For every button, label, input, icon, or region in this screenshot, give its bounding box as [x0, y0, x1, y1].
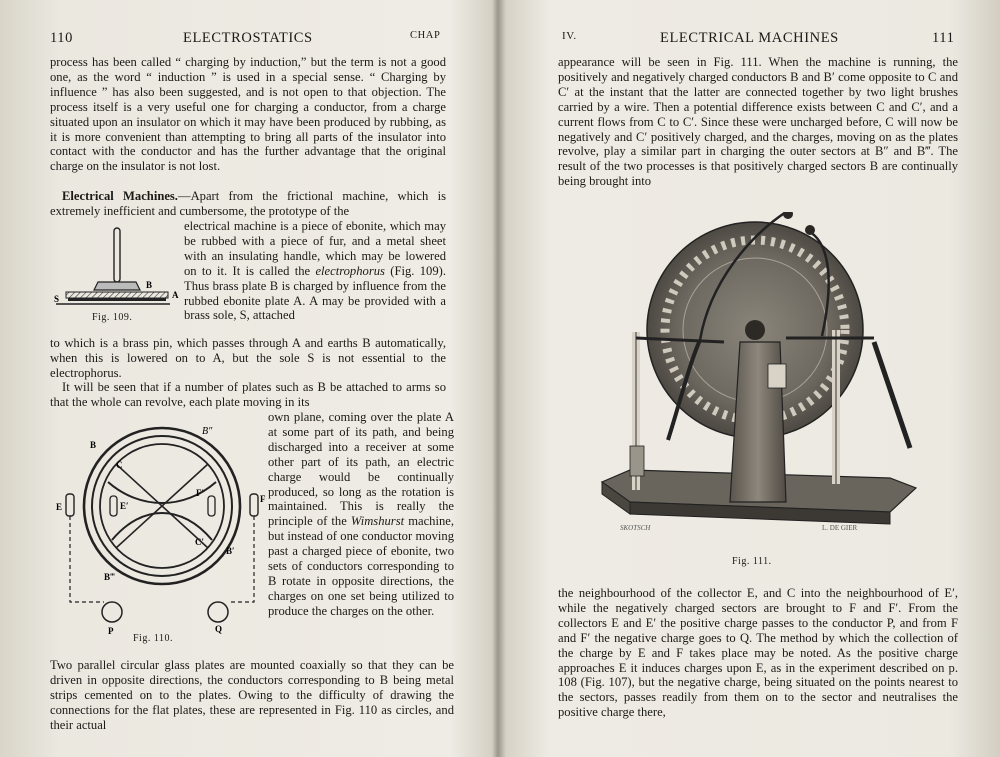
- paragraph-brushes: [558, 55, 958, 189]
- chapter-abbrev-left: CHAP: [410, 30, 441, 41]
- paragraph-text: machine, but instead of one conductor moving past a charged piece of ebonite, two sets of conductors corresponding to B rotate in opposite directions, the charges on one set being utilized to produce the charges on the other.: [268, 514, 454, 618]
- fig110-label-fp: F′: [196, 488, 205, 498]
- paragraph-text: process has been called “ charging by induction,” but the term is not a good one, as the word “ induction ” is used in a special sense. “ Charging by influence ” has also been suggested, and is not open to that objection. The process itself is a very useful one for charging a conductor, from a charge situated upon an insulator on which it may have been produced by rubbing, as it is more convenient than attempting to bring all parts of the insulator into contact with the conductor and has the further advantage that the original charge on the insulator is not lost.: [50, 55, 446, 174]
- fig111-engraver-left: SKOTSCH: [620, 524, 651, 532]
- fig110-label-b2: B″: [202, 426, 213, 437]
- paragraph-revolving-plates: [50, 380, 446, 410]
- chapter-abbrev-right: IV.: [562, 30, 577, 42]
- fig110-label-p: P: [108, 626, 114, 636]
- paragraph-text: Two parallel circular glass plates are mounted coaxially so that they can be driven in opposite directions, the conductors corresponding to B being metal strips cemented on to the plates. Owing to the difficulty of drawing the connections for the flat plates, these are represented in Fig. 110 as circles, and their actual: [50, 658, 454, 732]
- fig110-label-cp: C′: [195, 537, 205, 547]
- page-number-left: 110: [50, 30, 74, 46]
- fig110-label-bp: B′: [226, 546, 235, 556]
- fig110-label-ep: E′: [120, 501, 129, 511]
- paragraph-induction: [50, 55, 446, 174]
- paragraph-text: (Fig. 109). Thus brass plate B is charged by influence from the rubbed ebonite plate A. A may be provided with a brass sole, S, attached: [184, 263, 446, 323]
- figure-110-caption: Fig. 110.: [133, 633, 173, 644]
- fig109-label-s: S: [54, 294, 60, 304]
- running-title-right: ELECTRICAL MACHINES: [660, 30, 839, 46]
- paragraph-text: the neighbourhood of the collector E, and C into the neighbourhood of E′, while the negatively charged sectors are brought to F and F′. From the collectors E and E′ the positive charge passes to the conductor P, and from F and F′ the negative charge goes to Q. The method by which the collection of the charge by E and F takes place may be noted. As the positive charge approaches E it induces charges upon E, as in the experiment described on p. 108 (Fig. 107), but the negative charge, being situated on the points nearest to the sectors, passes readily from them on to the sector and neutralises the positive charge there,: [558, 586, 958, 720]
- paragraph-text: electrical machine is a piece of ebonite, which may be rubbed with a piece of fur, and a metal sheet with an insulating handle, which may be lowered on to it. It is called the: [184, 219, 446, 278]
- fig110-label-c: C: [116, 460, 123, 470]
- page-number-right: 111: [932, 30, 955, 46]
- running-title-left: ELECTROSTATICS: [183, 30, 313, 46]
- paragraph-wimshurst-wrap: [268, 410, 454, 619]
- paragraph-text: It will be seen that if a number of plates such as B be attached to arms so that the whole can revolve, each plate moving in its: [50, 380, 446, 409]
- right-page: [510, 0, 1000, 757]
- paragraph-collectors: [558, 586, 958, 720]
- fig110-label-e: E: [56, 502, 63, 512]
- paragraph-text: to which is a brass pin, which passes through A and earths B automatically, when this is lowered on to A, but the sole S is not essential to the electrophorus.: [50, 336, 446, 380]
- fig110-label-q: Q: [215, 624, 223, 634]
- paragraph-brass-pin: [50, 336, 446, 381]
- fig109-label-b: B: [146, 280, 153, 290]
- italic-term: electrophorus: [315, 263, 385, 278]
- italic-term: Wimshurst: [350, 514, 405, 529]
- section-heading: Electrical Machines.: [62, 189, 178, 203]
- figure-110-wimshurst-diagram: [50, 412, 266, 644]
- paragraph-text: appearance will be seen in Fig. 111. When the machine is running, the positively and negatively charged conductors B and B′ come opposite to C and C′ at the instant that the latter are connected together by two light brushes carried by a wire. Then a potential difference exists between C and C′, and a current flows from C to C′. Since these were uncharged before, C will now be negatively and C′ positively charged, and the charges, moving on as the plates revolve, play a similar part in charging the outer sectors at B″ and B‴. The result of the two processes is that positively charged sectors B are continually being brought into: [558, 55, 958, 189]
- fig111-engraver-right: L. DE GIER: [822, 524, 858, 532]
- figure-111-caption: Fig. 111.: [732, 556, 772, 567]
- figure-109-caption: Fig. 109.: [92, 312, 133, 323]
- fig110-label-b3: B‴: [104, 572, 115, 582]
- figure-111-wimshurst-machine: [590, 212, 930, 542]
- paragraph-glass-plates: [50, 658, 454, 733]
- fig109-label-a: A: [172, 290, 179, 300]
- paragraph-electrophorus-wrap: [184, 219, 446, 323]
- paragraph-electrical-machines: [50, 189, 446, 219]
- paragraph-text: own plane, coming over the plate A at some part of its path, and being discharged into a receiver at some other part of its path, an electric charge would be continually produced, so long as the rotation is maintained. This is really the principle of the: [268, 410, 454, 529]
- fig110-label-b: B: [90, 440, 97, 450]
- fig110-label-f: F: [260, 494, 266, 504]
- paragraph-text: —Apart from the frictional machine, which is extremely inefficient and cumbersome, the prototype of the: [50, 189, 446, 218]
